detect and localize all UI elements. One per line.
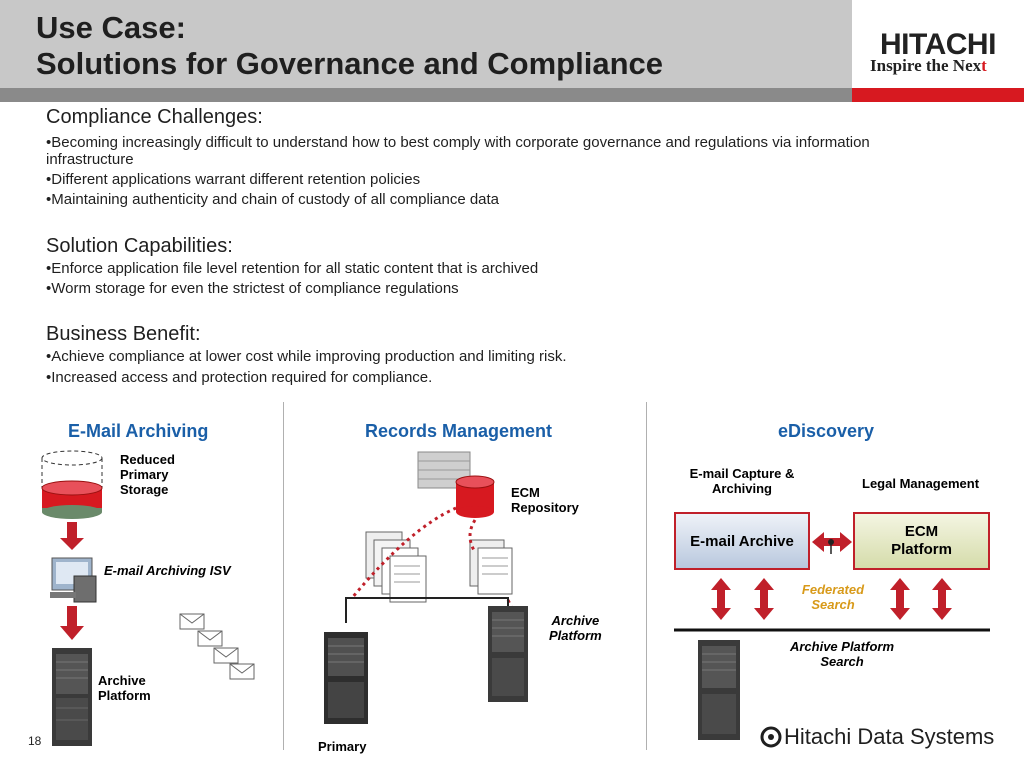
ediscovery-title: eDiscovery — [778, 421, 875, 441]
header-underline — [0, 88, 852, 102]
archive-platform-search-label — [782, 639, 902, 669]
bullet-list-item: •Increased access and protection required for compliance. — [46, 369, 433, 386]
bidirectional-arrow-icon — [890, 578, 910, 620]
logo-tagline-accent: t — [981, 56, 987, 75]
ecm-repository-label — [511, 485, 579, 515]
server-icon — [488, 606, 528, 702]
computer-icon — [50, 558, 96, 602]
connector-line — [346, 598, 508, 623]
bullet-list-item: •Maintaining authenticity and chain of custody of all compliance data — [46, 191, 500, 208]
legal-management-label: Legal Management — [862, 476, 980, 491]
bidirectional-arrow-icon — [711, 578, 731, 620]
title-line-1: Use Case: — [36, 10, 186, 45]
label-line: Archive — [551, 613, 600, 628]
arrow-down-icon — [60, 522, 84, 550]
column-divider — [646, 402, 647, 750]
server-icon — [52, 648, 92, 746]
business-benefit-title: Business Benefit: — [46, 323, 201, 345]
label-line: ECM — [904, 523, 939, 540]
bullet-list-item: •Becoming increasingly difficult to understand how to best comply with corporate governance and regulations via information — [46, 134, 870, 151]
label-line: Federated — [801, 582, 865, 597]
document-stack-icon — [366, 532, 426, 602]
bidirectional-arrow-icon — [812, 532, 852, 554]
label-line: Search — [820, 654, 864, 669]
logo-tagline-main: Inspire the Nex — [870, 56, 982, 75]
bidirectional-arrow-icon — [754, 578, 774, 620]
label-line: Archive — [98, 673, 146, 688]
label-line: Platform — [98, 688, 151, 703]
column-divider — [283, 402, 284, 750]
hitachi-data-systems-logo: Hitachi Data Systems — [784, 724, 995, 749]
bullet-list-item: infrastructure — [46, 151, 134, 168]
envelope-icon — [214, 648, 238, 663]
page-title — [36, 10, 663, 82]
logo-tagline — [870, 56, 987, 76]
label-line: Primary — [120, 467, 169, 482]
archive-platform-label — [98, 673, 151, 703]
label-line: Storage — [120, 482, 169, 497]
server-icon — [698, 640, 740, 740]
label-line: Reduced — [120, 452, 175, 467]
email-archiving-isv-label: E-mail Archiving ISV — [104, 563, 231, 578]
envelope-icon — [230, 664, 254, 679]
envelope-icon — [198, 631, 222, 646]
label-line: Platform — [549, 628, 602, 643]
logo-red-bar — [852, 88, 1024, 102]
label-line: Archiving — [712, 481, 772, 496]
document-stack-icon — [470, 540, 512, 594]
title-line-2: Solutions for Governance and Compliance — [36, 46, 663, 81]
label-line: Search — [811, 597, 855, 612]
email-archiving-title: E-Mail Archiving — [68, 421, 209, 441]
label-line: E-mail Capture & — [689, 466, 795, 481]
hitachi-logo: HITACHI — [880, 28, 996, 61]
arrow-down-icon — [60, 606, 84, 640]
federated-search-label — [796, 582, 870, 612]
bullet-list-item: •Enforce application file level retention for all static content that is archived — [46, 260, 539, 277]
label-line: Archive Platform — [789, 639, 895, 654]
label-line: ECM — [511, 485, 540, 500]
records-management-title: Records Management — [365, 421, 553, 441]
ecm-repository-cylinder — [456, 476, 494, 518]
reduced-primary-storage-label — [120, 452, 175, 497]
primary-label: Primary — [318, 739, 367, 754]
label-line: Repository — [511, 500, 579, 515]
compliance-challenges-title: Compliance Challenges: — [46, 106, 263, 128]
bullet-list-item: •Achieve compliance at lower cost while improving production and limiting risk. — [46, 348, 567, 365]
bullet-list-item: •Different applications warrant different retention policies — [46, 171, 421, 188]
envelope-icon — [180, 614, 204, 629]
hitachi-emblem-icon — [760, 726, 782, 748]
records-management-diagram — [290, 448, 640, 748]
page-number: 18 — [28, 734, 42, 748]
label-line: Platform — [891, 541, 952, 558]
bidirectional-arrow-icon — [932, 578, 952, 620]
ediscovery-diagram — [660, 520, 1010, 750]
archive-platform-label — [549, 613, 602, 643]
primary-storage-cylinder — [42, 451, 102, 519]
email-capture-label — [684, 466, 800, 496]
server-icon — [324, 632, 368, 724]
bullet-list-item: •Worm storage for even the strictest of compliance regulations — [46, 280, 459, 297]
solution-capabilities-title: Solution Capabilities: — [46, 235, 233, 257]
email-archive-box: E-mail Archive — [674, 512, 810, 570]
